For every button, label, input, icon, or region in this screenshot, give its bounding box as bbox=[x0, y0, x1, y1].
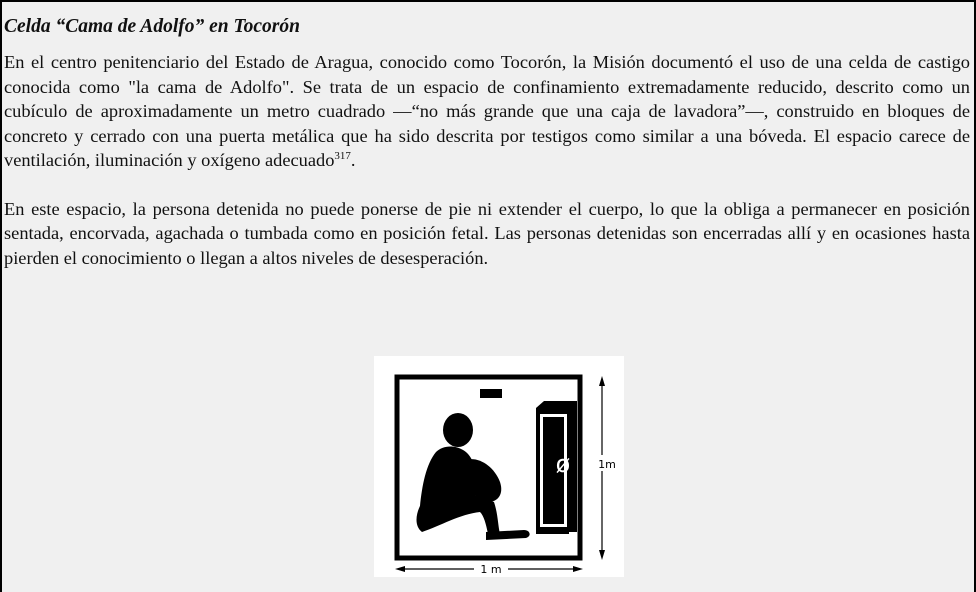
cell-illustration bbox=[374, 356, 624, 577]
width-dimension-label: 1 m bbox=[480, 563, 502, 576]
paragraph-2: En este espacio, la persona detenida no puede ponerse de pie ni extender el cuerpo, lo que la obliga a permanecer en posición sentada, encorvada, agachada o tumbada como en posición fetal. Las personas detenidas son encerradas allí y en ocasiones hasta pierden el conocimiento o llegan a altos niveles de desesperación. bbox=[4, 198, 970, 268]
height-dimension-label: 1m bbox=[598, 458, 616, 471]
document-body bbox=[4, 14, 970, 270]
paragraph-1-text: En el centro penitenciario del Estado de Aragua, conocido como Tocorón, la Misión documentó el uso de una celda de castigo conocida como "la cama de Adolfo". Se trata de un espacio de confinamiento extremadamente reducido, descrito como un cubículo de aproximadamente un metro cuadrado —“no más grande que una caja de lavadora”—, construido en bloques de concreto y cerrado con una puerta metálica que ha sido descrita por testigos como similar a una bóveda. El espacio carece de ventilación, iluminación y oxígeno adecuado bbox=[4, 52, 970, 170]
door-lock-icon: ø bbox=[555, 450, 571, 478]
footnote-reference[interactable]: 317 bbox=[334, 150, 351, 162]
paragraph-1-end: . bbox=[350, 150, 356, 170]
paragraph-1 bbox=[4, 50, 970, 173]
section-heading: Celda “Cama de Adolfo” en Tocorón bbox=[4, 16, 300, 37]
vent-slot bbox=[480, 389, 502, 398]
person-figure bbox=[414, 413, 534, 540]
cell-diagram bbox=[374, 356, 624, 577]
